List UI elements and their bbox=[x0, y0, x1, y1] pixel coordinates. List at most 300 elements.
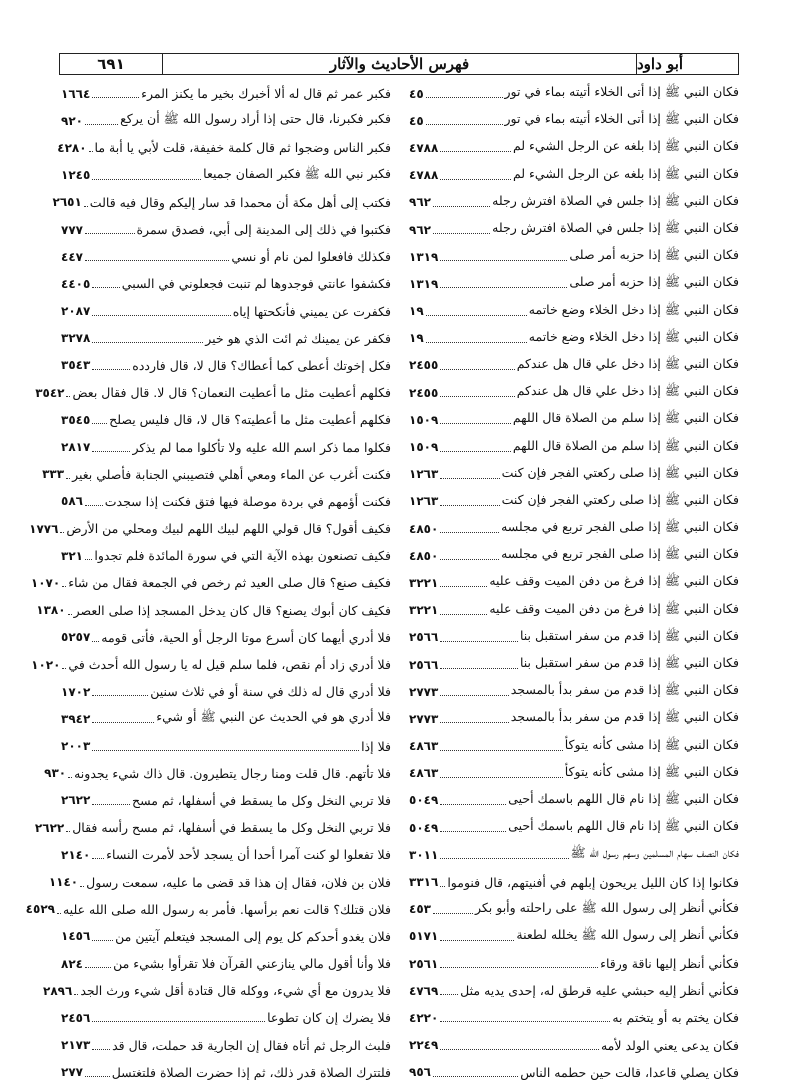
entry-text: فكيف كان أبوك يصنع؟ قال كان يدخل المسجد إذا صلى العصر bbox=[73, 602, 391, 618]
hadith-number: ٤٧٨٨ bbox=[409, 140, 439, 155]
index-entry bbox=[34, 814, 391, 841]
index-entry bbox=[59, 298, 391, 325]
leader-dots bbox=[62, 668, 66, 669]
leader-dots bbox=[440, 532, 499, 533]
index-entry bbox=[59, 923, 391, 950]
index-entry bbox=[59, 80, 391, 107]
leader-dots bbox=[92, 179, 201, 180]
entry-text: فكأني أنظر إلى رسول الله ﷺ على راحلته وأبو بكر bbox=[474, 899, 739, 915]
leader-dots bbox=[440, 586, 487, 587]
entry-text: فكان يصلي قاعدا، قالت حين حطمه الناس bbox=[520, 1064, 739, 1080]
entry-text: فكان النبي ﷺ إذا حزبه أمر صلى bbox=[569, 247, 739, 263]
index-entry bbox=[407, 298, 739, 325]
hadith-number: ١٤٥٦ bbox=[61, 929, 91, 944]
leader-dots bbox=[440, 179, 511, 180]
page-header bbox=[59, 53, 739, 75]
index-entry bbox=[407, 597, 739, 624]
entry-text: فكل إخوتك أعطى كما أعطاك؟ قال لا، قال فاردده bbox=[132, 357, 391, 373]
entry-text: فكان النبي ﷺ إذا بلغه عن الرجل الشيء لم bbox=[512, 138, 739, 154]
entry-text: فلا أدري أيهما كان أسرع موتا الرجل أو الحية، فأتى قومه bbox=[101, 629, 391, 645]
index-entry bbox=[59, 787, 391, 814]
leader-dots bbox=[440, 804, 506, 805]
index-entry bbox=[36, 597, 391, 624]
index-columns bbox=[25, 80, 739, 1086]
index-entry bbox=[407, 1059, 739, 1086]
hadith-number: ١٦٦٤ bbox=[61, 86, 91, 101]
leader-dots bbox=[92, 722, 154, 723]
leader-dots bbox=[440, 369, 514, 370]
hadith-number: ٣٢٢١ bbox=[409, 603, 439, 618]
hadith-number: ٢٧٧٣ bbox=[409, 684, 439, 699]
leader-dots bbox=[92, 287, 120, 288]
entry-text: فكان النبي ﷺ إذا أتى الخلاء أتيته بماء في تور bbox=[504, 84, 739, 100]
entry-text: فلا وأنا أقول مالي ينازعني القرآن فلا تقرأوا بشيء من bbox=[113, 956, 391, 972]
index-entry bbox=[407, 950, 739, 977]
entry-text: فكان النبي ﷺ إذا صلى ركعتي الفجر فإن كنت bbox=[501, 491, 739, 507]
leader-dots bbox=[92, 804, 130, 805]
entry-text: فلان بن فلان، فقال إن هذا قد قضى ما عليه، سمعت رسول bbox=[86, 874, 391, 890]
leader-dots bbox=[85, 124, 118, 125]
leader-dots bbox=[62, 586, 66, 587]
entry-text: فكتب إلى أهل مكة أن محمدا قد سار إليكم وقال فيه قالت bbox=[89, 194, 391, 210]
entry-text: فكان النبي ﷺ إذا دخل الخلاء وضع خاتمه bbox=[528, 301, 739, 317]
entry-text: فكشفوا عانتي فوجدوها لم تنبت فجعلوني في السبي bbox=[121, 276, 391, 292]
index-entry bbox=[407, 569, 739, 596]
entry-text: فكان النبي ﷺ إذا سلم من الصلاة قال اللهم bbox=[512, 437, 739, 453]
hadith-number: ٢٤٥٥ bbox=[409, 358, 439, 373]
hadith-number: ١٧٧٦ bbox=[29, 521, 59, 536]
hadith-number: ٥١٧١ bbox=[409, 929, 439, 944]
index-entry bbox=[407, 977, 739, 1004]
hadith-number: ٢٤٥٦ bbox=[61, 1010, 91, 1025]
entry-text: فكان النبي ﷺ إذا قدم من سفر بدأ بالمسجد bbox=[510, 682, 739, 698]
leader-dots bbox=[440, 505, 499, 506]
index-entry bbox=[407, 189, 739, 216]
hadith-number: ٣٩٤٢ bbox=[61, 711, 91, 726]
hadith-number: ١٧٠٢ bbox=[61, 684, 91, 699]
leader-dots bbox=[426, 342, 527, 343]
leader-dots bbox=[92, 342, 203, 343]
leader-dots bbox=[440, 722, 508, 723]
hadith-number: ٣٣٣ bbox=[42, 467, 65, 482]
entry-text: فكيف صنع؟ قال صلى العيد ثم رخص في الجمعة فقال من شاء bbox=[68, 575, 391, 591]
hadith-number: ٢٥٦٦ bbox=[409, 630, 439, 645]
hadith-number: ٢٨١٧ bbox=[61, 440, 91, 455]
leader-dots bbox=[440, 831, 506, 832]
leader-dots bbox=[92, 858, 104, 859]
entry-text: فكان النبي ﷺ إذا فرغ من دفن الميت وقف عليه bbox=[489, 573, 739, 589]
index-entry bbox=[407, 243, 739, 270]
entry-text: فكان النبي ﷺ إذا نام قال اللهم باسمك أحيى bbox=[508, 818, 739, 834]
leader-dots bbox=[68, 777, 72, 778]
hadith-number: ١٢٦٣ bbox=[409, 467, 439, 482]
index-entry bbox=[59, 107, 391, 134]
hadith-number: ٤٨٥٠ bbox=[409, 548, 439, 563]
leader-dots bbox=[66, 478, 70, 479]
index-entry bbox=[407, 678, 739, 705]
index-entry bbox=[59, 134, 391, 161]
entry-text: فلا أدري زاد أم نقص، فلما سلم قيل له يا رسول الله أحدث في bbox=[68, 657, 391, 673]
index-entry bbox=[59, 841, 391, 868]
hadith-number: ٢٢٤٩ bbox=[409, 1038, 439, 1053]
index-entry bbox=[59, 705, 391, 732]
entry-text: فكان النبي ﷺ إذا بلغه عن الرجل الشيء لم bbox=[512, 165, 739, 181]
index-entry bbox=[407, 760, 739, 787]
index-entry bbox=[59, 1059, 391, 1086]
entry-text: فلا إذا bbox=[361, 738, 391, 754]
hadith-number: ٩٢٠ bbox=[61, 113, 83, 128]
entry-text: فلبث الرجل ثم أتاه فقال إن الجارية قد حملت، قال قد bbox=[112, 1037, 391, 1053]
entry-text: فكان يدعى يعني الولد لأمه bbox=[600, 1037, 739, 1053]
entry-text: فكأني أنظر إليه حبشي عليه قرطق له، إحدى يديه مثل bbox=[460, 983, 739, 999]
hadith-number: ٣٠١١ bbox=[409, 847, 439, 862]
left-column bbox=[25, 80, 399, 1086]
index-entry bbox=[407, 406, 739, 433]
leader-dots bbox=[440, 423, 511, 424]
leader-dots bbox=[440, 940, 514, 941]
hadith-number: ٢٤٥٥ bbox=[409, 385, 439, 400]
hadith-number: ٥٠٤٩ bbox=[409, 820, 439, 835]
hadith-number: ٢٠٨٧ bbox=[61, 304, 91, 319]
index-entry bbox=[407, 705, 739, 732]
entry-text: فكان النبي ﷺ إذا مشى كأنه يتوكأ bbox=[564, 763, 739, 779]
hadith-number: ٩٣٠ bbox=[44, 766, 67, 781]
hadith-number: ١٥٠٩ bbox=[409, 412, 439, 427]
hadith-number: ٤٧٦٩ bbox=[409, 983, 439, 998]
index-entry bbox=[59, 433, 391, 460]
index-entry bbox=[407, 624, 739, 651]
entry-text: فكان النبي ﷺ إذا دخل علي قال هل عندكم bbox=[516, 383, 739, 399]
index-entry bbox=[59, 325, 391, 352]
entry-text: فكان النبي ﷺ إذا قدم من سفر بدأ بالمسجد bbox=[510, 709, 739, 725]
leader-dots bbox=[66, 396, 70, 397]
entry-text: فلان قتلك؟ قالت نعم برأسها. فأمر به رسول الله صلى الله عليه bbox=[62, 901, 391, 917]
hadith-number: ٢١٧٣ bbox=[61, 1038, 91, 1053]
entry-text: فكلوا مما ذكر اسم الله عليه ولا تأكلوا مما لم يذكر bbox=[132, 439, 391, 455]
hadith-number: ٣٢٢١ bbox=[409, 575, 439, 590]
index-entry bbox=[59, 162, 391, 189]
leader-dots bbox=[85, 505, 103, 506]
index-entry bbox=[59, 270, 391, 297]
index-entry bbox=[407, 896, 739, 923]
hadith-number: ٨٢٤ bbox=[61, 956, 83, 971]
entry-text: فكفرت عن يميني فأنكحتها إياه bbox=[232, 303, 391, 319]
index-entry bbox=[407, 80, 739, 107]
index-entry bbox=[407, 814, 739, 841]
entry-text: فلا أدري هو في الحديث عن النبي ﷺ أو شيء bbox=[156, 709, 391, 725]
index-entry bbox=[59, 406, 391, 433]
leader-dots bbox=[440, 151, 511, 152]
entry-text: فكان النبي ﷺ إذا قدم من سفر استقبل بنا bbox=[519, 655, 739, 671]
leader-dots bbox=[92, 315, 230, 316]
entry-text: فكلهم أعطيت مثل ما أعطيته؟ قال لا، قال فليس يصلح bbox=[109, 412, 391, 428]
entry-text: فكان النبي ﷺ إذا صلى ركعتي الفجر فإن كنت bbox=[501, 464, 739, 480]
book-name: أبو داود bbox=[636, 54, 738, 74]
entry-text: فلا أدري قال له ذلك في سنة أو في ثلاث سنين bbox=[150, 684, 391, 700]
index-entry bbox=[407, 868, 739, 895]
index-entry bbox=[30, 569, 391, 596]
hadith-number: ٣٥٤٣ bbox=[61, 358, 91, 373]
leader-dots bbox=[80, 886, 84, 887]
entry-text: فلا يدرون مع أي شيء، ووكله قال قتادة أقل شيء ورث الجد bbox=[80, 983, 391, 999]
hadith-number: ٢٧٧٣ bbox=[409, 711, 439, 726]
leader-dots bbox=[92, 1021, 265, 1022]
index-entry bbox=[407, 379, 739, 406]
hadith-number: ٢٦٢٢ bbox=[61, 793, 91, 808]
entry-text: فكأني أنظر إلى رسول الله ﷺ يخلله لطعنة bbox=[516, 926, 739, 942]
hadith-number: ٢٧٧ bbox=[61, 1065, 83, 1080]
leader-dots bbox=[426, 315, 527, 316]
index-entry bbox=[59, 243, 391, 270]
hadith-number: ١٢٦٣ bbox=[409, 494, 439, 509]
entry-text: فكان النبي ﷺ إذا نام قال اللهم باسمك أحيى bbox=[508, 790, 739, 806]
page-number: ٦٩١ bbox=[97, 55, 125, 73]
hadith-number: ٢٦٢٢ bbox=[34, 820, 65, 835]
index-title: فهرس الأحاديث والآثار bbox=[162, 54, 636, 74]
index-entry bbox=[407, 352, 739, 379]
entry-text: فكان النبي ﷺ إذا أتى الخلاء أتيته بماء في تور bbox=[504, 111, 739, 127]
hadith-number: ١٣١٩ bbox=[409, 276, 439, 291]
leader-dots bbox=[66, 831, 70, 832]
hadith-number: ٢٨٩٦ bbox=[43, 983, 73, 998]
leader-dots bbox=[60, 532, 64, 533]
hadith-number: ١٩ bbox=[409, 304, 424, 319]
entry-text: فكأني أنظر إليها ناقة ورقاء bbox=[600, 956, 739, 972]
entry-text: فلا تفعلوا لو كنت آمرا أحدا أن يسجد لأحد لأمرت النساء bbox=[106, 847, 391, 863]
hadith-number: ٢٠٠٣ bbox=[61, 739, 91, 754]
index-entry bbox=[59, 678, 391, 705]
hadith-number: ٢٥٦١ bbox=[409, 956, 439, 971]
hadith-number: ٤٥٣ bbox=[409, 902, 431, 917]
leader-dots bbox=[433, 233, 490, 234]
hadith-number: ٥٨٦ bbox=[61, 494, 83, 509]
index-entry bbox=[407, 651, 739, 678]
hadith-number: ٣٥٤٢ bbox=[35, 385, 65, 400]
leader-dots bbox=[440, 777, 562, 778]
index-entry bbox=[48, 868, 391, 895]
hadith-number: ٥٢٥٧ bbox=[61, 630, 91, 645]
hadith-number: ٤٧٨٨ bbox=[409, 168, 439, 183]
index-entry bbox=[407, 923, 739, 950]
entry-text: فكيف أقول؟ قال قولي اللهم لبيك اللهم لبيك ومحلي من الأرض bbox=[66, 521, 391, 537]
entry-text: فكان النبي ﷺ إذا قدم من سفر استقبل بنا bbox=[519, 627, 739, 643]
leader-dots bbox=[85, 559, 92, 560]
entry-text: فكان النبي ﷺ إذا فرغ من دفن الميت وقف عليه bbox=[489, 600, 739, 616]
entry-text: فكان النبي ﷺ إذا مشى كأنه يتوكأ bbox=[564, 736, 739, 752]
leader-dots bbox=[440, 967, 598, 968]
leader-dots bbox=[440, 287, 567, 288]
entry-text: فكبر فكبرنا، قال حتى إذا أراد رسول الله ﷺ أن يركع bbox=[120, 111, 391, 127]
index-entry bbox=[407, 216, 739, 243]
index-entry bbox=[407, 461, 739, 488]
leader-dots bbox=[68, 614, 72, 615]
hadith-number: ١٠٧٠ bbox=[30, 575, 61, 590]
leader-dots bbox=[440, 695, 508, 696]
hadith-number: ٥٠٤٩ bbox=[409, 793, 439, 808]
index-entry bbox=[407, 515, 739, 542]
entry-text: فلا يضرك إن كان تطوعا bbox=[267, 1010, 391, 1026]
leader-dots bbox=[440, 559, 499, 560]
index-entry bbox=[59, 488, 391, 515]
hadith-number: ١٠٢٠ bbox=[31, 657, 61, 672]
entry-text: فكان النبي ﷺ إذا سلم من الصلاة قال اللهم bbox=[512, 410, 739, 426]
leader-dots bbox=[92, 97, 139, 98]
hadith-number: ٣٥٤٥ bbox=[61, 412, 91, 427]
entry-text: فكيف تصنعون بهذه الآية التي في سورة المائدة فلم تجدوا bbox=[94, 548, 391, 564]
entry-text: فكان النبي ﷺ إذا دخل علي قال هل عندكم bbox=[516, 355, 739, 371]
leader-dots bbox=[440, 451, 511, 452]
hadith-number: ٤٨٦٣ bbox=[409, 766, 439, 781]
index-entry bbox=[407, 270, 739, 297]
index-entry bbox=[52, 189, 391, 216]
leader-dots bbox=[92, 940, 113, 941]
entry-text: فكان يختم به أو يتختم به bbox=[612, 1010, 739, 1026]
entry-text: فكبر عمر ثم قال له ألا أخبرك بخير ما يكنز المرء bbox=[141, 86, 391, 102]
hadith-number: ٤٢٢٠ bbox=[409, 1010, 439, 1025]
index-entry bbox=[25, 896, 391, 923]
leader-dots bbox=[440, 614, 487, 615]
entry-text: فكان النبي ﷺ إذا دخل الخلاء وضع خاتمه bbox=[528, 328, 739, 344]
leader-dots bbox=[433, 913, 473, 914]
entry-text: فكانوا إذا كان الليل يريحون إبلهم في أفنيتهم، قال فنوموا bbox=[447, 874, 739, 890]
leader-dots bbox=[84, 206, 88, 207]
index-entry bbox=[407, 107, 739, 134]
leader-dots bbox=[92, 750, 359, 751]
hadith-number: ٣٣١٦ bbox=[409, 875, 439, 890]
hadith-number: ٩٦٢ bbox=[409, 195, 431, 210]
index-entry bbox=[407, 134, 739, 161]
index-entry bbox=[59, 950, 391, 977]
hadith-number: ١١٤٠ bbox=[48, 875, 79, 890]
index-entry bbox=[35, 379, 391, 406]
entry-text: فكان النبي ﷺ إذا حزبه أمر صلى bbox=[569, 274, 739, 290]
index-entry bbox=[407, 162, 739, 189]
hadith-number: ٣٢٧٨ bbox=[61, 331, 91, 346]
entry-text: فكذلك فافعلوا لمن نام أو نسي bbox=[231, 249, 391, 265]
entry-text: فلا تربي النخل وكل ما يسقط في أسفلها، ثم مسح bbox=[132, 792, 391, 808]
entry-text: فكنت أغرب عن الماء ومعي أهلي فتصيبني الجنابة فأصلي بغير bbox=[72, 466, 391, 482]
leader-dots bbox=[92, 641, 99, 642]
leader-dots bbox=[57, 913, 61, 914]
leader-dots bbox=[440, 994, 458, 995]
hadith-number: ١٩ bbox=[409, 331, 424, 346]
index-entry bbox=[407, 841, 739, 868]
leader-dots bbox=[85, 233, 135, 234]
hadith-number: ٢٦٥١ bbox=[52, 195, 82, 210]
hadith-number: ٤٤٠٥ bbox=[61, 276, 91, 291]
hadith-number: ١٥٠٩ bbox=[409, 440, 439, 455]
index-entry bbox=[407, 1032, 739, 1059]
index-entry bbox=[59, 542, 391, 569]
leader-dots bbox=[440, 1049, 599, 1050]
index-entry bbox=[59, 1004, 391, 1031]
leader-dots bbox=[92, 451, 130, 452]
entry-text: فكتبوا في ذلك إلى المدينة إلى أبي، فصدق سمرة bbox=[136, 222, 391, 238]
entry-text: فلا تأتهم. قال قلت ومنا رجال يتطيرون. قال ذاك شيء يجدونه bbox=[74, 765, 391, 781]
entry-text: فكلهم أعطيت مثل ما أعطيت النعمان؟ قال لا. قال فقال بعض bbox=[72, 385, 391, 401]
hadith-number: ٤٥٢٩ bbox=[25, 902, 55, 917]
leader-dots bbox=[426, 124, 503, 125]
hadith-number: ٤٤٧ bbox=[61, 249, 83, 264]
index-entry bbox=[59, 1032, 391, 1059]
leader-dots bbox=[89, 151, 93, 152]
leader-dots bbox=[440, 478, 499, 479]
index-entry bbox=[407, 733, 739, 760]
leader-dots bbox=[440, 668, 518, 669]
hadith-number: ١٢٤٥ bbox=[61, 168, 91, 183]
index-entry bbox=[407, 1004, 739, 1031]
hadith-number: ٣٢١ bbox=[61, 548, 83, 563]
entry-text: فلتترك الصلاة قدر ذلك، ثم إذا حضرت الصلاة فلتغتسل bbox=[111, 1064, 391, 1080]
leader-dots bbox=[92, 423, 107, 424]
hadith-number: ٤٢٨٠ bbox=[57, 140, 87, 155]
leader-dots bbox=[433, 1076, 518, 1077]
hadith-number: ٤٨٥٠ bbox=[409, 521, 439, 536]
leader-dots bbox=[440, 260, 567, 261]
hadith-number: ٢١٤٠ bbox=[61, 847, 91, 862]
index-entry bbox=[407, 433, 739, 460]
leader-dots bbox=[92, 695, 148, 696]
leader-dots bbox=[440, 750, 562, 751]
index-entry bbox=[59, 216, 391, 243]
leader-dots bbox=[440, 858, 568, 859]
index-entry bbox=[43, 977, 391, 1004]
hadith-number: ١٣١٩ bbox=[409, 249, 439, 264]
leader-dots bbox=[433, 206, 490, 207]
index-entry bbox=[44, 760, 391, 787]
leader-dots bbox=[440, 396, 514, 397]
entry-text: فلا تربي النخل وكل ما يسقط في أسفلها، ثم مسح رأسه فقال bbox=[72, 820, 391, 836]
leader-dots bbox=[85, 1076, 110, 1077]
index-entry bbox=[29, 515, 391, 542]
hadith-number: ٤٥ bbox=[409, 113, 424, 128]
entry-text: فكان النبي ﷺ إذا صلى الفجر تربع في مجلسه bbox=[501, 546, 739, 562]
leader-dots bbox=[92, 369, 130, 370]
entry-text: فكان النبي ﷺ إذا جلس في الصلاة افترش رجله bbox=[492, 192, 739, 208]
right-column bbox=[399, 80, 739, 1086]
index-entry bbox=[407, 542, 739, 569]
hadith-number: ٢٥٦٦ bbox=[409, 657, 439, 672]
index-entry bbox=[42, 461, 391, 488]
entry-text: فكبر نبي الله ﷺ فكبر الصفان جميعا bbox=[203, 165, 391, 181]
index-entry bbox=[407, 325, 739, 352]
hadith-number: ٩٥٦ bbox=[409, 1065, 431, 1080]
hadith-number: ٩٦٢ bbox=[409, 222, 431, 237]
entry-text: فكفر عن يمينك ثم ائت الذي هو خير bbox=[205, 330, 391, 346]
leader-dots bbox=[74, 994, 78, 995]
entry-text: فلان يغدو أحدكم كل يوم إلى المسجد فيتعلم آيتين من bbox=[115, 928, 391, 944]
index-entry bbox=[31, 651, 391, 678]
hadith-number: ٧٧٧ bbox=[61, 222, 83, 237]
index-entry bbox=[59, 624, 391, 651]
index-entry bbox=[59, 352, 391, 379]
entry-text: فكبر الناس وضجوا ثم قال كلمة خفيفة، قلت لأبي يا أبة ما bbox=[94, 140, 391, 156]
leader-dots bbox=[440, 886, 445, 887]
entry-text: فكان النبي ﷺ إذا جلس في الصلاة افترش رجله bbox=[492, 220, 739, 236]
index-entry bbox=[407, 488, 739, 515]
index-entry bbox=[407, 787, 739, 814]
leader-dots bbox=[426, 97, 503, 98]
entry-text: فكان النصف سهام المسلمين وسهم رسول الله ﷺ bbox=[570, 845, 739, 861]
leader-dots bbox=[92, 1049, 110, 1050]
hadith-number: ١٣٨٠ bbox=[36, 603, 66, 618]
leader-dots bbox=[85, 967, 111, 968]
index-entry bbox=[59, 733, 391, 760]
hadith-number: ٤٨٦٣ bbox=[409, 739, 439, 754]
leader-dots bbox=[440, 641, 518, 642]
hadith-number: ٤٥ bbox=[409, 86, 424, 101]
leader-dots bbox=[85, 260, 229, 261]
